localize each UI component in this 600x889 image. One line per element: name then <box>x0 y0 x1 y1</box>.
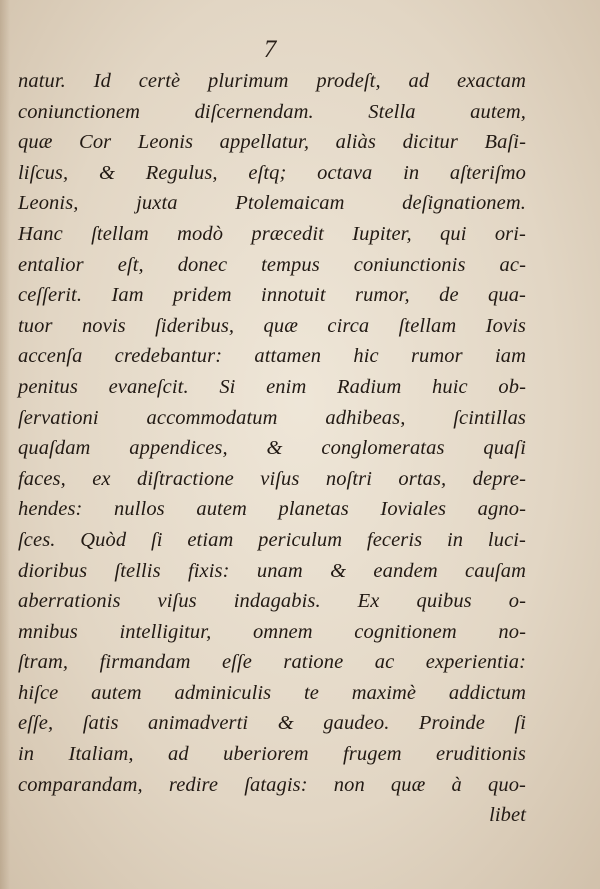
text-line: ceſſerit. Iam pridem innotuit rumor, de qua- <box>18 284 526 307</box>
text-line: quæ Cor Leonis appellatur, aliàs dicitur Baſi- <box>18 131 526 154</box>
text-line: faces, ex diſtractione viſus noſtri ortas, depre- <box>18 467 526 490</box>
text-line: accenſa credebantur: attamen hic rumor iam <box>18 345 526 368</box>
text-line: entalior eſt, donec tempus coniunctionis ac- <box>18 253 526 276</box>
text-line: hiſce autem adminiculis te maximè addictum <box>18 681 526 704</box>
text-line: quaſdam appendices, & conglomeratas quaſi <box>18 437 526 460</box>
text-line: coniunctionem diſcernendam. Stella autem, <box>18 100 526 123</box>
text-line: in Italiam, ad uberiorem frugem eruditionis <box>18 743 526 766</box>
text-line: hendes: nullos autem planetas Ioviales agno- <box>18 498 526 521</box>
text-line: comparandam, redire ſatagis: non quæ à quo- <box>18 773 526 796</box>
page-number: 7 <box>263 36 277 63</box>
body-text <box>18 66 526 831</box>
text-line: ſervationi accommodatum adhibeas, ſcintillas <box>18 406 526 429</box>
text-line: Leonis, juxta Ptolemaicam deſignationem. <box>18 192 526 215</box>
text-line: tuor novis ſideribus, quæ circa ſtellam Iovis <box>18 314 526 337</box>
text-line: ſces. Quòd ſi etiam periculum feceris in luci- <box>18 528 526 551</box>
catchword: libet <box>489 804 526 827</box>
text-line: mnibus intelligitur, omnem cognitionem no- <box>18 620 526 643</box>
text-line: ſtram, firmandam eſſe ratione ac experientia: <box>18 651 526 674</box>
text-line: Hanc ſtellam modò præcedit Iupiter, qui ori- <box>18 222 526 245</box>
text-line: penitus evaneſcit. Si enim Radium huic ob- <box>18 375 526 398</box>
text-line: dioribus ſtellis fixis: unam & eandem cauſam <box>18 559 526 582</box>
text-line: natur. Id certè plurimum prodeſt, ad exactam <box>18 70 526 92</box>
text-line: eſſe, ſatis animadverti & gaudeo. Proinde ſi <box>18 712 526 735</box>
text-line: liſcus, & Regulus, eſtq; octava in aſteriſmo <box>18 161 526 184</box>
text-line: aberrationis viſus indagabis. Ex quibus o- <box>18 590 526 613</box>
